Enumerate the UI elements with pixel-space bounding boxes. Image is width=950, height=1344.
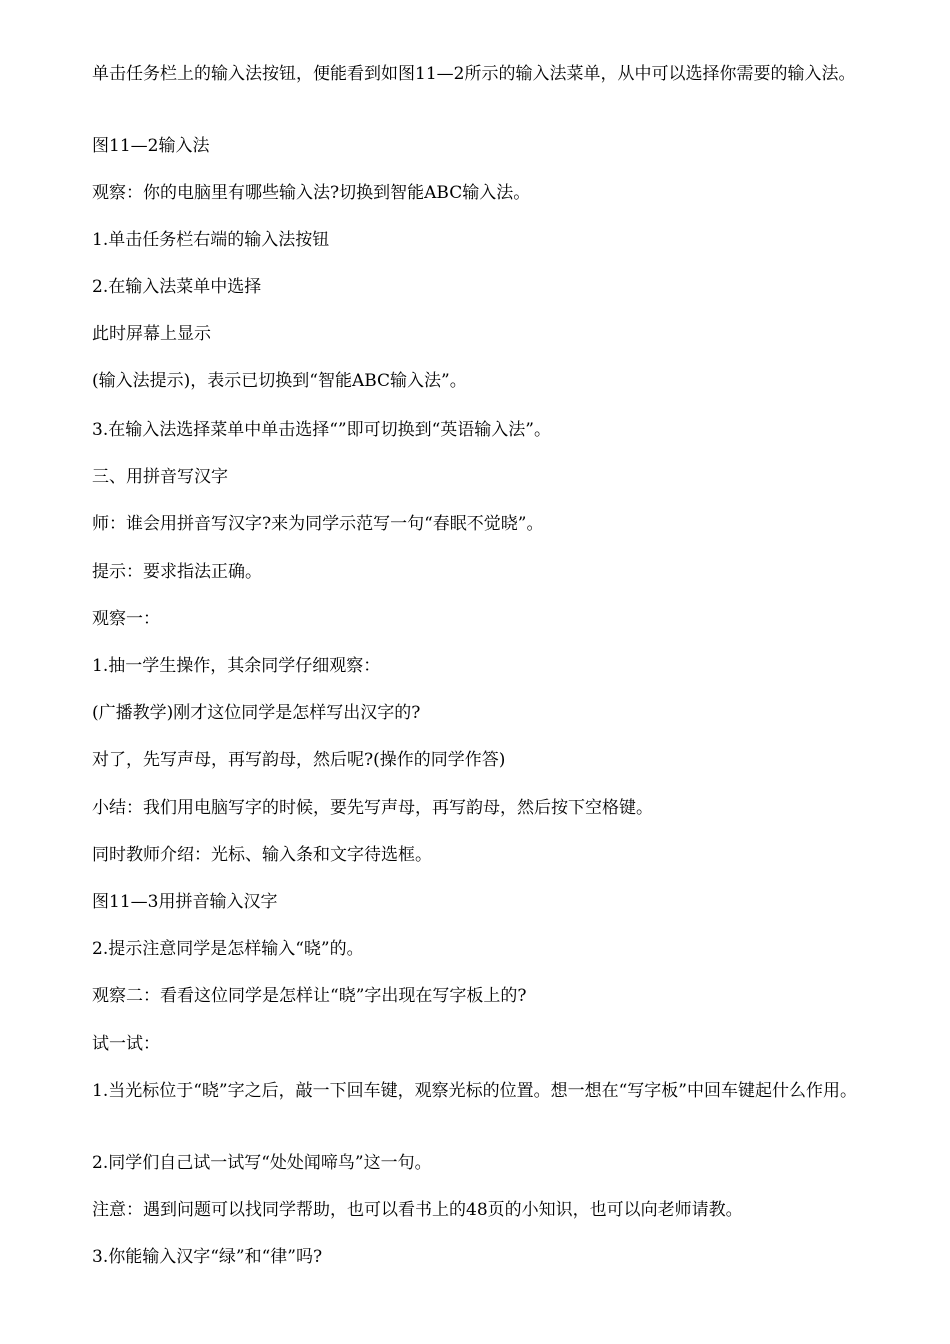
paragraph-16: 小结：我们用电脑写字的时候，要先写声母，再写韵母，然后按下空格键。 (92, 798, 653, 818)
paragraph-4: 1.单击任务栏右端的输入法按钮 (92, 230, 330, 250)
figure-caption-11-2: 图11—2输入法 (92, 136, 210, 156)
paragraph-15: 对了，先写声母，再写韵母，然后呢?(操作的同学作答) (92, 750, 506, 770)
paragraph-19: 2.提示注意同学是怎样输入“晓”的。 (92, 939, 364, 959)
paragraph-5: 2.在输入法菜单中选择 (92, 277, 262, 297)
paragraph-21: 试一试： (92, 1034, 160, 1054)
paragraph-22: 1.当光标位于“晓”字之后，敲一下回车键，观察光标的位置。想一想在“写字板”中回车键起什么作用。 (92, 1081, 857, 1101)
paragraph-25: 3.你能输入汉字“绿”和“律”吗? (92, 1247, 323, 1267)
paragraph-23: 2.同学们自己试一试写“处处闻啼鸟”这一句。 (92, 1153, 432, 1173)
paragraph-14: (广播教学)刚才这位同学是怎样写出汉字的? (92, 703, 421, 723)
paragraph-6: 此时屏幕上显示 (92, 324, 211, 344)
paragraph-12: 观察一： (92, 609, 160, 629)
paragraph-10: 师：谁会用拼音写汉字?来为同学示范写一句“春眠不觉晓”。 (92, 514, 544, 534)
figure-caption-11-3: 图11—3用拼音输入汉字 (92, 892, 278, 912)
paragraph-8: 3.在输入法选择菜单中单击选择“”即可切换到“英语输入法”。 (92, 420, 551, 440)
paragraph-17: 同时教师介绍：光标、输入条和文字待选框。 (92, 845, 432, 865)
paragraph-11: 提示：要求指法正确。 (92, 562, 262, 582)
paragraph-13: 1.抽一学生操作，其余同学仔细观察： (92, 656, 381, 676)
paragraph-3: 观察：你的电脑里有哪些输入法?切换到智能ABC输入法。 (92, 183, 531, 203)
paragraph-1: 单击任务栏上的输入法按钮，便能看到如图11—2所示的输入法菜单，从中可以选择你需要的输入法。 (92, 64, 856, 84)
section-heading: 三、用拼音写汉字 (92, 467, 228, 487)
paragraph-20: 观察二：看看这位同学是怎样让“晓”字出现在写字板上的? (92, 986, 527, 1006)
paragraph-7: (输入法提示)，表示已切换到“智能ABC输入法”。 (92, 371, 467, 391)
paragraph-24: 注意：遇到问题可以找同学帮助，也可以看书上的48页的小知识，也可以向老师请教。 (92, 1200, 743, 1220)
